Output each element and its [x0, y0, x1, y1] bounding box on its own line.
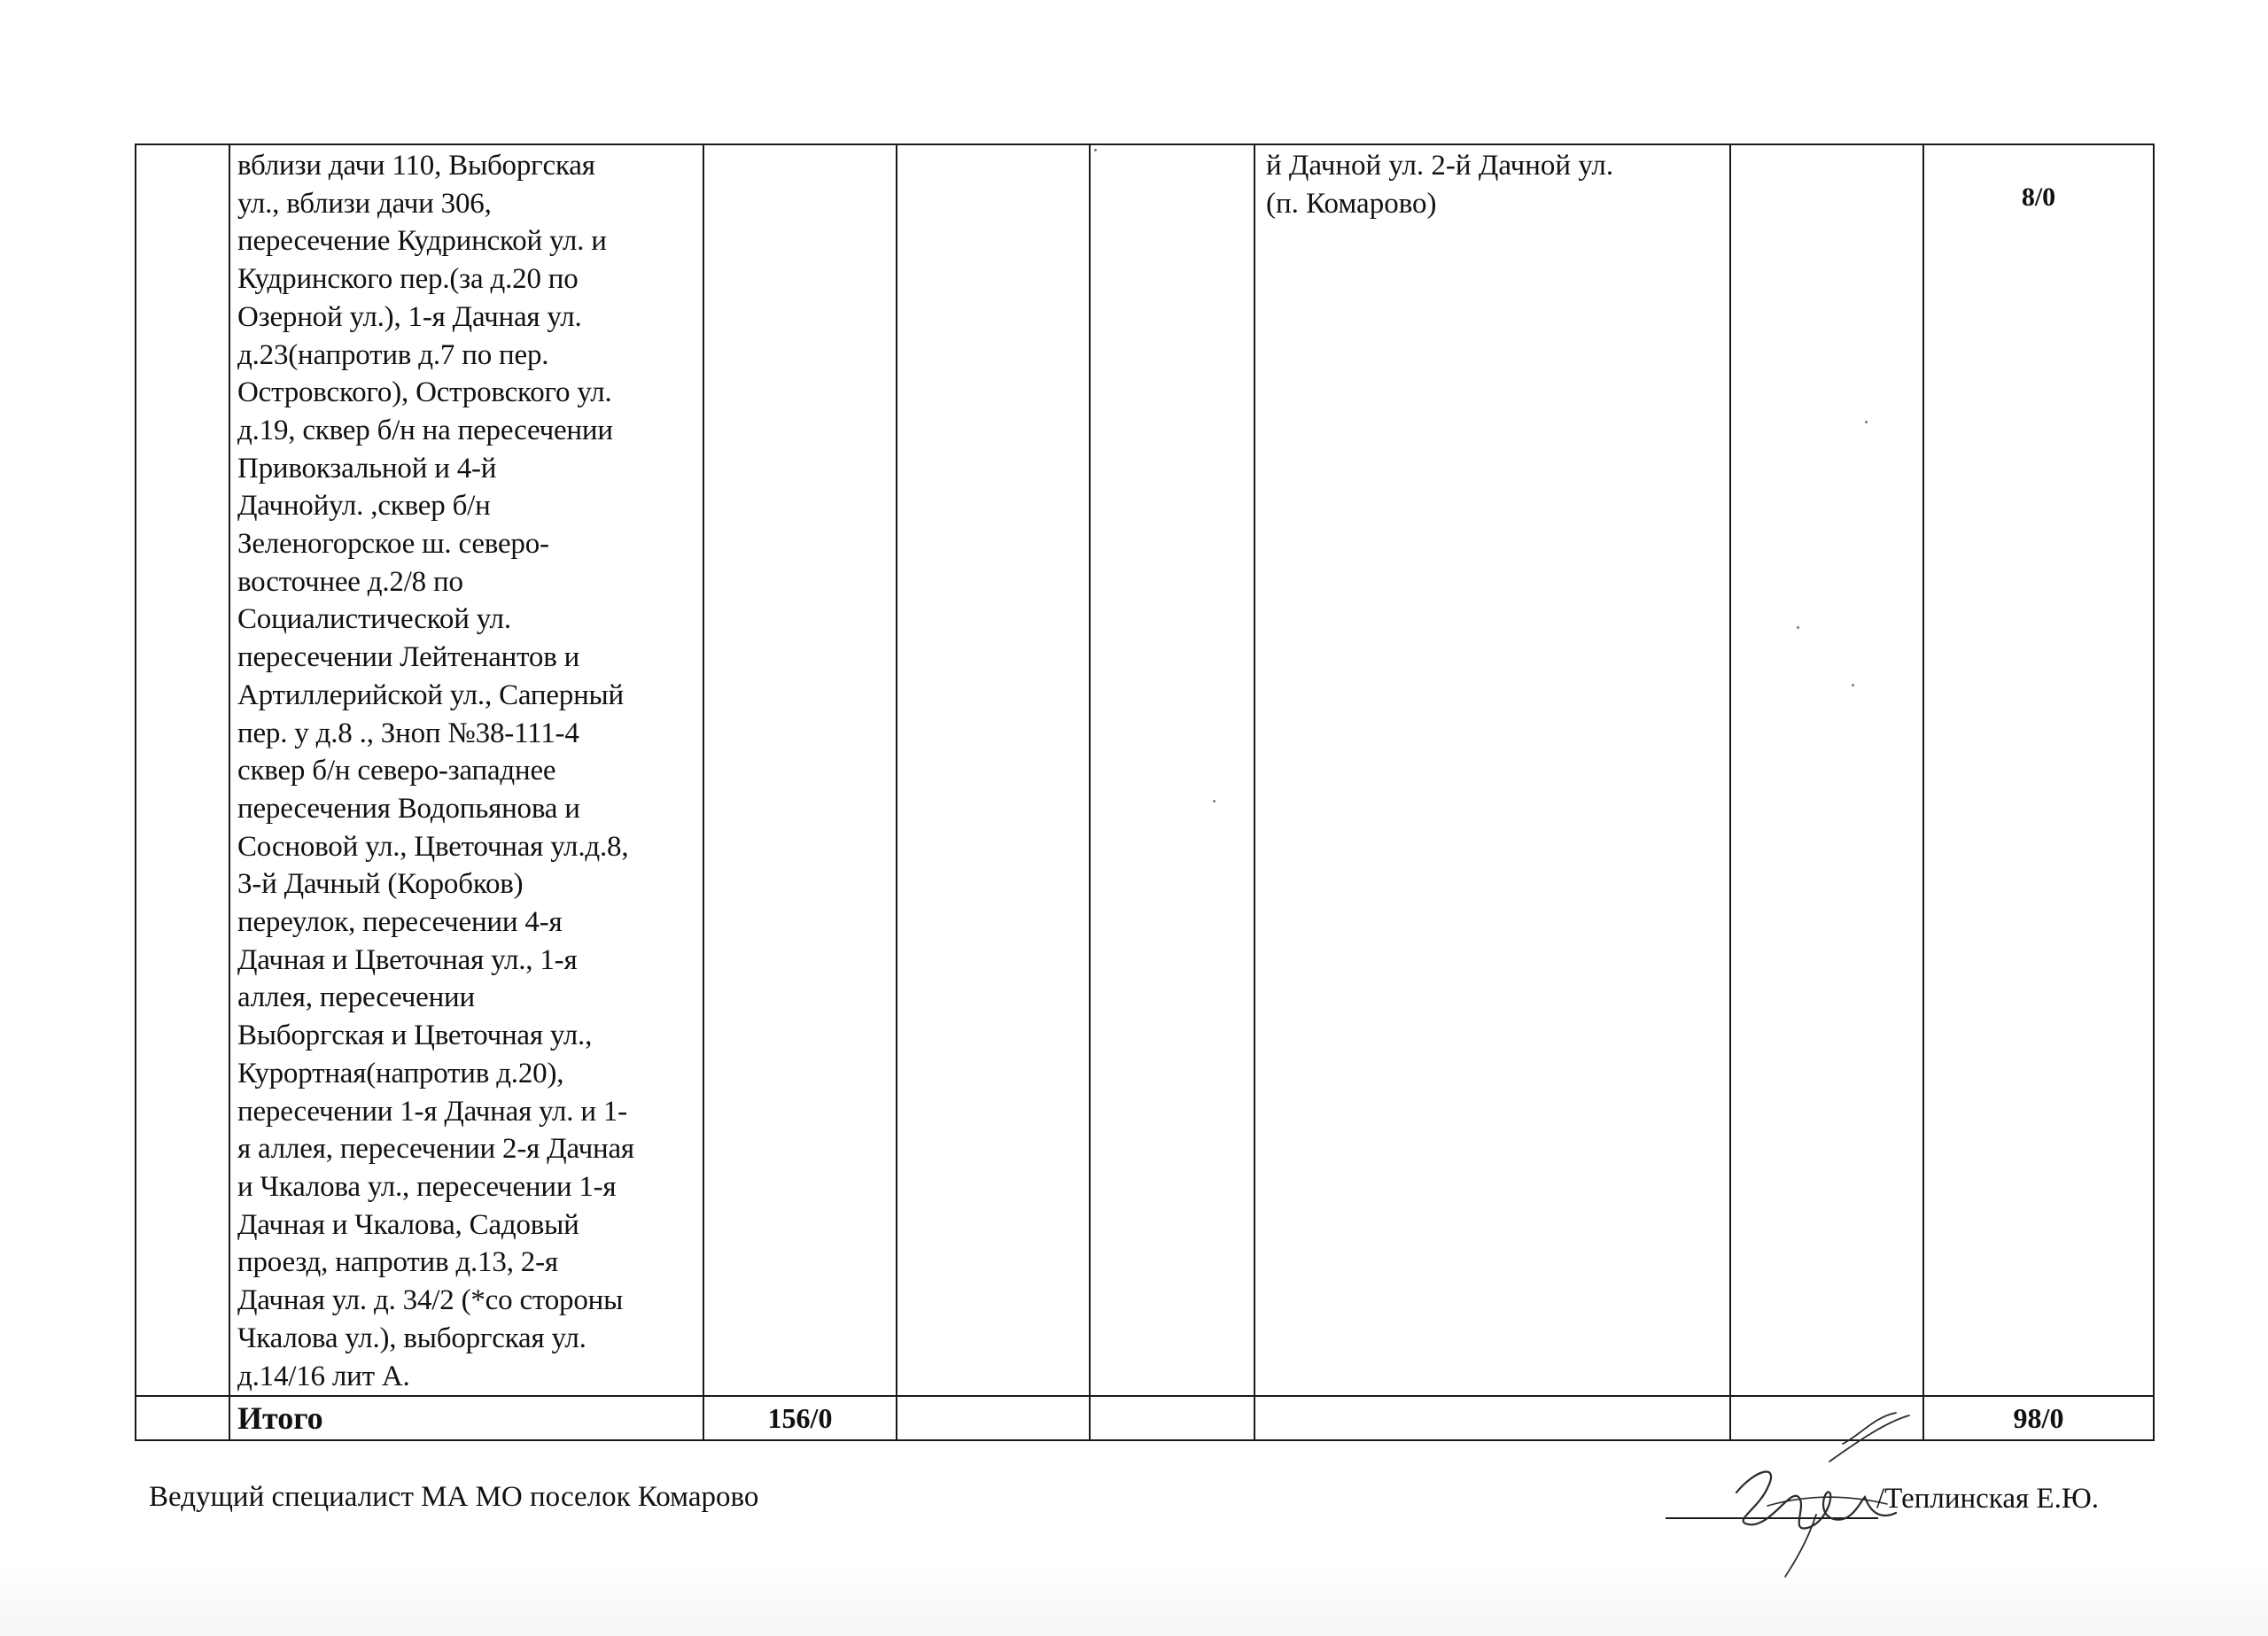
total-cell-empty-5: [1090, 1396, 1254, 1440]
table-row: [136, 144, 2154, 1396]
signatory-position: Ведущий специалист МА МО поселок Комарово: [149, 1481, 759, 1513]
scan-speck: [1797, 626, 1799, 629]
continuation-text: й Дачной ул. 2-й Дачной ул. (п. Комарово): [1266, 150, 1614, 220]
total-value-1: 156/0: [767, 1402, 833, 1435]
total-label: Итого: [237, 1400, 323, 1437]
cell-number: [136, 144, 229, 1396]
address-list-text: вблизи дачи 110, Выборгская ул., вблизи дачи 306, пересечение Кудринской ул. и Кудринского пер.(за д.20 по Озерной ул.), 1-я Дачная ул. д.23(напротив д.7 по пер. Островского), Островского ул. д.19, сквер б/н на пересечении Привокзальной и 4-й Дачнойул. ,сквер б/н Зеленогорское ш. северо- восточнее д.2/8 по Социалистической ул. пересечении Лейтенантов и Артиллерийской ул., Саперный пер. у д.8 ., Зноп №38-111-4 сквер б/н северо-западнее пересечения Водопьянова и Сосновой ул., Цветочная ул.д.8, 3-й Дачный (Коробков) переулок, пересечении 4-я Дачная и Цветочная ул., 1-я аллея, пересечении Выборгская и Цветочная ул., Курортная(напротив д.20), пересечении 1-я Дачная ул. и 1- я аллея, пересечении 2-я Дачная и Чкалова ул., пересечении 1-я Дачная и Чкалова, Садовый проезд, напротив д.13, 2-я Дачная ул. д. 34/2 (*со стороны Чкалова ул.), выборгская ул. д.14/16 лит А.: [237, 150, 634, 1392]
scan-shadow: [0, 1565, 2268, 1636]
cell-empty-4: [897, 144, 1090, 1396]
address-table: [135, 143, 2155, 1441]
cell-empty-5: [1090, 144, 1254, 1396]
cell-continuation: [1254, 144, 1730, 1396]
total-cell-label: [229, 1396, 703, 1440]
total-cell-number: [136, 1396, 229, 1440]
cell-empty-7: [1730, 144, 1923, 1396]
total-cell-empty-4: [897, 1396, 1090, 1440]
scan-speck: [1852, 684, 1854, 686]
total-value-2: 98/0: [2013, 1402, 2064, 1435]
row-value: 8/0: [2021, 182, 2056, 212]
signatory-name: /Теплинская Е.Ю.: [1876, 1483, 2099, 1515]
cell-empty-3: [703, 144, 897, 1396]
cell-addresses: [229, 144, 703, 1396]
cell-row-value: [1923, 144, 2154, 1396]
total-cell-empty-6: [1254, 1396, 1730, 1440]
total-cell-value-1: [703, 1396, 897, 1440]
scan-speck: [1094, 149, 1097, 151]
scan-speck: [1213, 800, 1216, 802]
scan-speck: [1865, 421, 1868, 423]
